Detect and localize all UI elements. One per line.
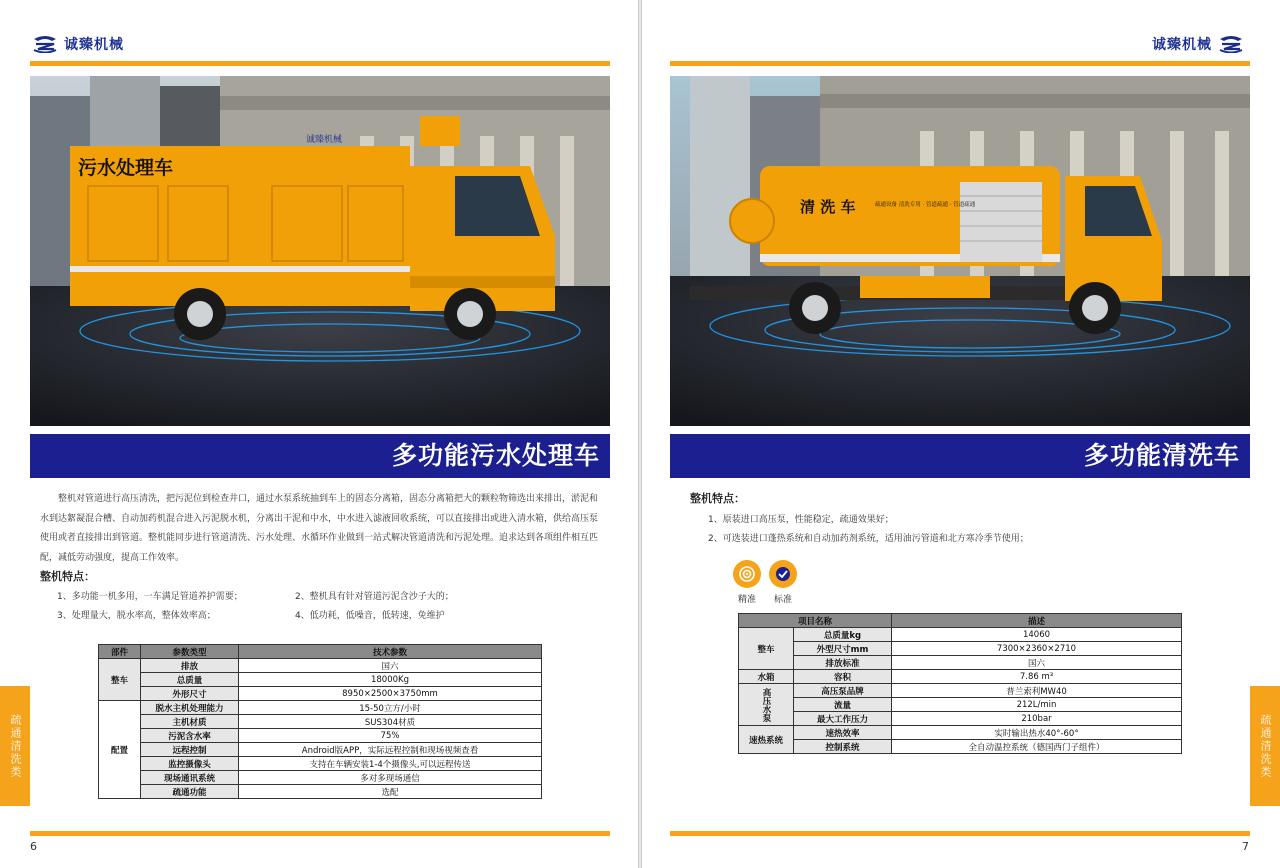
table-row: 远程控制 Android版APP，实际远程控制和现场视频查看 [99,743,542,757]
table-row: 污泥含水率 75% [99,729,542,743]
table-row: 外型尺寸mm 7300×2360×2710 [739,642,1182,656]
table-header: 项目名称 描述 [739,614,1182,628]
table-row: 整车 总质量kg 14060 [739,628,1182,642]
table-row: 流量 212L/min [739,698,1182,712]
group-label: 高压水泵 [739,684,794,726]
table-row: 高压水泵 高压泵品牌 普兰索利MW40 [739,684,1182,698]
table-row: 主机材质 SUS304材质 [99,715,542,729]
brand-name: 诚臻机械 [1152,37,1212,53]
group-label: 水箱 [739,670,794,684]
feature-item: 1、多功能一机多用，一车满足管道养护需要； [57,592,243,602]
table-row: 疏通功能 选配 [99,785,542,799]
bottom-rule [30,831,610,836]
spec-table [98,644,542,799]
photo-caption: 污水处理车 [78,157,174,179]
feature-item: 4、低功耗，低噪音，低转速，免维护 [295,611,445,621]
table-row: 现场通讯系统 多对多现场通信 [99,771,542,785]
top-rule [30,61,610,66]
right-page [642,0,1280,868]
table-row: 监控摄像头 支持在车辆安装1-4个摄像头,可以远程传送 [99,757,542,771]
top-rule [670,61,1250,66]
brand-header-right [1152,34,1244,54]
target-icon [733,560,761,588]
badge-precise [732,560,762,605]
group-label: 整车 [739,628,794,670]
table-row: 速热系统 速热效率 实时输出热水40°-60° [739,726,1182,740]
table-row: 最大工作压力 210bar [739,712,1182,726]
page-number: 7 [1242,840,1249,853]
brand-logo-icon [32,35,58,53]
table-row: 配置 脱水主机处理能力 15-50立方/小时 [99,701,542,715]
product-title: 多功能清洗车 [670,434,1250,478]
features-title: 整机特点： [40,570,95,583]
truck-small-text: 疏通设备 清洗专用 · 管道疏通 · 管道疏通 [875,202,976,208]
group-label: 速热系统 [739,726,794,754]
table-row: 排放标准 国六 [739,656,1182,670]
standard-icon [769,560,797,588]
feature-item: 3、处理量大，脱水率高，整体效率高； [57,611,216,621]
page-number: 6 [30,840,37,853]
product-title: 多功能污水处理车 [30,434,610,478]
feature-item: 1、原装进口高压泵，性能稳定，疏通效果好； [708,515,894,525]
table-row: 总质量 18000Kg [99,673,542,687]
table-row: 水箱 容积 7.86 m³ [739,670,1182,684]
truck-brand-text: 诚臻机械 [306,135,343,145]
group-label: 配置 [99,701,141,799]
feature-item: 2、可选装进口蓬热系统和自动加药剂系统，适用油污管道和北方寒冷季节使用； [708,534,1029,544]
left-page [0,0,638,868]
bottom-rule [670,831,1250,836]
spec-table [738,613,1182,754]
group-label: 整车 [99,659,141,701]
cleaning-truck-photo [670,76,1250,426]
intro-paragraph: 整机对管道进行高压清洗，把污泥位到检查井口，通过水泵系统抽到车上的固态分离箱，固态分离箱把大的颗粒物筛选出来排出，淤泥和水到达絮凝混合槽、自动加药机混合进入污泥脱水机，分离出干泥和中水，中水进入滤液回收系统，可以直接排出或进入清水箱，供给高压泵使用或者直接排出到管道。整机能同步进行管道清洗、污水处理、水循环作业做到一站式解决管道清洗和污泥处理。追求达到各项组件相互匹配，减低劳动强度，提高工作效率。 [40,494,599,563]
table-row: 整车 排放 国六 [99,659,542,673]
photo-caption: 清 洗 车 [800,198,856,216]
table-row: 控制系统 全自动温控系统（德国西门子组件） [739,740,1182,754]
sewage-truck-photo [30,76,610,426]
table-header: 部件 参数类型 技术参数 [99,645,542,659]
table-row: 外形尺寸 8950×2500×3750mm [99,687,542,701]
category-side-tab: 疏通清洗类 [0,686,30,806]
badge-label: 标准 [773,595,792,605]
category-side-tab: 疏通清洗类 [1250,686,1280,806]
badge-standard [768,560,798,605]
feature-item: 2、整机具有针对管道污泥含沙子大的； [295,592,454,602]
brand-logo-icon [1218,35,1244,53]
badge-label: 精准 [737,595,756,605]
features-title: 整机特点： [690,492,745,505]
brand-name: 诚臻机械 [64,37,124,53]
brand-header-left [32,34,124,54]
